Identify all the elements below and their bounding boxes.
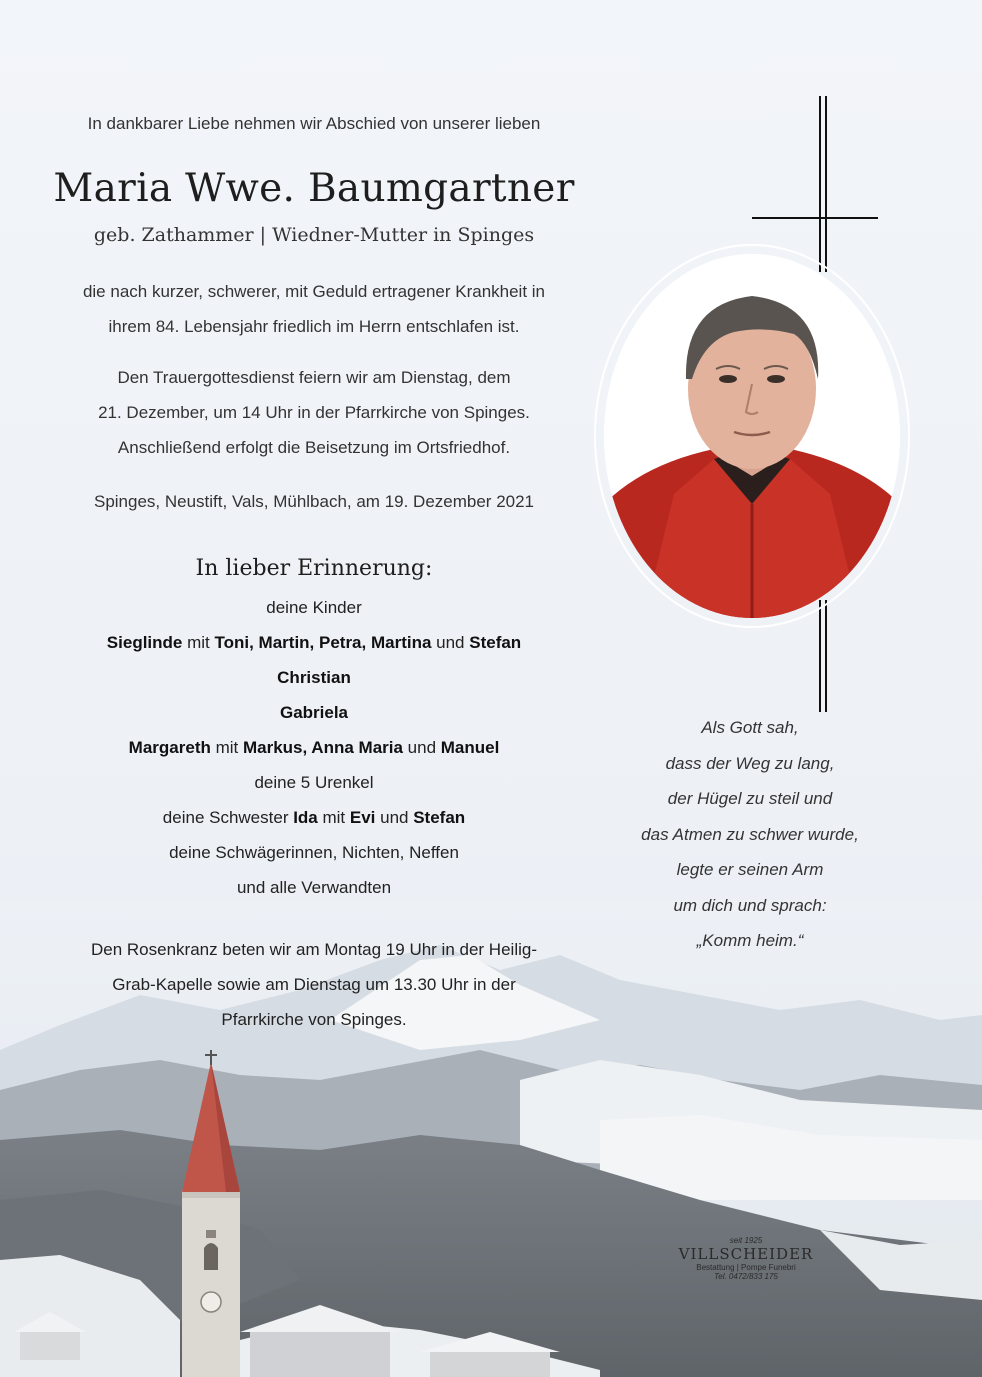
text-line: 21. Dezember, um 14 Uhr in der Pfarrkirche von Spinges. <box>98 403 530 422</box>
poem-line: um dich und sprach: <box>673 895 827 915</box>
family-list <box>40 590 588 905</box>
place-date-line: Spinges, Neustift, Vals, Mühlbach, am 19. Dezember 2021 <box>93 492 535 511</box>
death-notice-paragraph <box>40 274 588 344</box>
funeral-service-paragraph <box>40 360 588 465</box>
family-line: und alle Verwandten <box>236 878 392 897</box>
family-line: Sieglinde mit Toni, Martin, Petra, Martina und Stefan <box>106 633 522 652</box>
text-line: Anschließend erfolgt die Beisetzung im Ortsfriedhof. <box>117 438 511 457</box>
portrait-image <box>604 254 900 618</box>
poem-line: legte er seinen Arm <box>676 860 824 879</box>
family-line: deine Schwägerinnen, Nichten, Neffen <box>169 843 459 862</box>
logo-brand: VILLSCHEIDER <box>678 1245 814 1263</box>
family-line: deine 5 Urenkel <box>254 773 374 792</box>
birth-name-line: geb. Zathammer | Wiedner-Mutter in Spinges <box>93 224 535 246</box>
family-line: Gabriela <box>279 703 349 722</box>
logo-subtitle: Bestattung | Pompe Funebri <box>696 1263 796 1272</box>
logo-phone: Tel. 0472/833 175 <box>714 1272 778 1281</box>
memory-heading: In lieber Erinnerung: <box>195 556 433 581</box>
portrait-photo <box>604 254 900 618</box>
deceased-name: Maria Wwe. Baumgartner <box>53 166 575 211</box>
text-line: Den Trauergottesdienst feiern wir am Dienstag, dem <box>117 368 511 387</box>
funeral-home-logo <box>676 1236 816 1281</box>
poem-line: der Hügel zu steil und <box>667 789 833 808</box>
poem-line: „Komm heim.“ <box>696 931 804 950</box>
rosary-paragraph <box>40 932 588 1037</box>
text-line: ihrem 84. Lebensjahr friedlich im Herrn entschlafen ist. <box>108 317 520 336</box>
text-line: die nach kurzer, schwerer, mit Geduld ertragener Krankheit in <box>82 282 546 301</box>
family-line: deine Schwester Ida mit Evi und Stefan <box>162 808 466 827</box>
family-line: deine Kinder <box>266 598 362 617</box>
family-line: Margareth mit Markus, Anna Maria und Manuel <box>128 738 500 757</box>
text-line: Den Rosenkranz beten wir am Montag 19 Uhr in der Heilig- <box>91 940 537 959</box>
poem <box>620 710 880 959</box>
intro-text: In dankbarer Liebe nehmen wir Abschied von unserer lieben <box>87 114 541 133</box>
poem-line: dass der Weg zu lang, <box>665 753 835 773</box>
text-line: Pfarrkirche von Spinges. <box>221 1010 407 1029</box>
poem-line: das Atmen zu schwer wurde, <box>641 824 859 844</box>
family-line: Christian <box>277 668 351 687</box>
text-line: Grab-Kapelle sowie am Dienstag um 13.30 Uhr in der <box>112 975 516 994</box>
poem-line: Als Gott sah, <box>701 718 799 737</box>
logo-since: seit 1925 <box>729 1236 763 1245</box>
